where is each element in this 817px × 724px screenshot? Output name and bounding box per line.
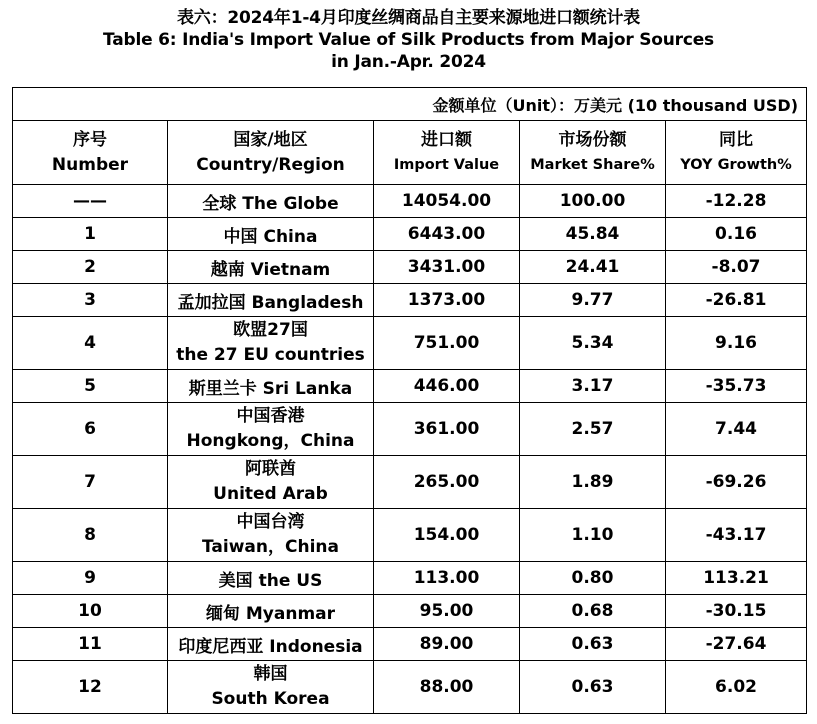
- unit-row: [13, 88, 807, 121]
- cell-yoy-growth: -12.28: [666, 185, 807, 218]
- table-row: [13, 456, 807, 509]
- cell-number: 8: [13, 509, 168, 562]
- header-yoy: [666, 121, 807, 185]
- cell-yoy-growth: -69.26: [666, 456, 807, 509]
- cell-import-value: 6443.00: [374, 218, 520, 251]
- table-row: [13, 185, 807, 218]
- cell-market-share: 24.41: [520, 251, 666, 284]
- cell-market-share: 0.63: [520, 661, 666, 714]
- cell-yoy-growth: 113.21: [666, 562, 807, 595]
- unit-label: 金额单位（Unit）：万美元 (10 thousand USD): [13, 88, 807, 121]
- cell-number: 4: [13, 317, 168, 370]
- header-share-cn: 市场份额: [558, 129, 627, 150]
- cell-import-value: 361.00: [374, 403, 520, 456]
- country-name-line: 印度尼西亚 Indonesia: [178, 636, 363, 657]
- header-import-cn: 进口额: [421, 129, 472, 150]
- import-table: [12, 87, 807, 714]
- cell-market-share: 1.10: [520, 509, 666, 562]
- cell-market-share: 100.00: [520, 185, 666, 218]
- cell-import-value: 154.00: [374, 509, 520, 562]
- country-name-line: the 27 EU countries: [176, 345, 365, 365]
- title-line-en: Table 6: India's Import Value of Silk Products from Major Sources: [103, 30, 714, 50]
- cell-market-share: 2.57: [520, 403, 666, 456]
- cell-market-share: 0.68: [520, 595, 666, 628]
- cell-country: [168, 185, 374, 218]
- header-import-en: Import Value: [393, 156, 500, 173]
- header-number-en: Number: [51, 154, 129, 175]
- header-yoy-en: YOY Growth%: [680, 156, 792, 173]
- country-name-line: South Korea: [211, 689, 330, 709]
- country-name-line: 韩国: [253, 664, 288, 684]
- cell-number: 9: [13, 562, 168, 595]
- cell-country: [168, 370, 374, 403]
- cell-number: 5: [13, 370, 168, 403]
- cell-number: 10: [13, 595, 168, 628]
- cell-import-value: 751.00: [374, 317, 520, 370]
- table-row: [13, 628, 807, 661]
- cell-number: 1: [13, 218, 168, 251]
- header-number: [13, 121, 168, 185]
- header-country-cn: 国家/地区: [233, 129, 308, 150]
- cell-import-value: 446.00: [374, 370, 520, 403]
- cell-number: ——: [13, 185, 168, 218]
- cell-market-share: 3.17: [520, 370, 666, 403]
- header-row: [13, 121, 807, 185]
- country-name-line: 阿联酋: [245, 459, 296, 479]
- cell-country: [168, 661, 374, 714]
- country-name-line: 中国香港: [236, 406, 305, 426]
- cell-country: [168, 509, 374, 562]
- cell-yoy-growth: -43.17: [666, 509, 807, 562]
- cell-yoy-growth: 9.16: [666, 317, 807, 370]
- header-country: [168, 121, 374, 185]
- cell-market-share: 9.77: [520, 284, 666, 317]
- cell-number: 2: [13, 251, 168, 284]
- cell-yoy-growth: -8.07: [666, 251, 807, 284]
- cell-country: [168, 562, 374, 595]
- cell-import-value: 265.00: [374, 456, 520, 509]
- cell-country: [168, 317, 374, 370]
- cell-yoy-growth: -35.73: [666, 370, 807, 403]
- cell-yoy-growth: 6.02: [666, 661, 807, 714]
- country-name-line: 中国台湾: [236, 512, 305, 532]
- cell-country: [168, 456, 374, 509]
- country-name-line: 美国 the US: [218, 570, 323, 591]
- table-row: [13, 509, 807, 562]
- table-row: [13, 595, 807, 628]
- cell-country: [168, 284, 374, 317]
- table-row: [13, 218, 807, 251]
- cell-country: [168, 403, 374, 456]
- cell-market-share: 0.80: [520, 562, 666, 595]
- cell-number: 7: [13, 456, 168, 509]
- cell-import-value: 1373.00: [374, 284, 520, 317]
- cell-number: 6: [13, 403, 168, 456]
- title-line-cn: 表六：2024年1-4月印度丝绸商品自主要来源地进口额统计表: [176, 8, 641, 28]
- cell-market-share: 5.34: [520, 317, 666, 370]
- cell-import-value: 3431.00: [374, 251, 520, 284]
- table-title: [0, 0, 817, 73]
- table-row: [13, 317, 807, 370]
- country-name-line: 斯里兰卡 Sri Lanka: [188, 378, 353, 399]
- cell-yoy-growth: 7.44: [666, 403, 807, 456]
- title-line-period: in Jan.-Apr. 2024: [331, 52, 486, 72]
- cell-yoy-growth: -27.64: [666, 628, 807, 661]
- cell-yoy-growth: -26.81: [666, 284, 807, 317]
- cell-yoy-growth: -30.15: [666, 595, 807, 628]
- cell-market-share: 45.84: [520, 218, 666, 251]
- header-yoy-cn: 同比: [719, 129, 754, 150]
- table-row: [13, 403, 807, 456]
- country-name-line: Hongkong，China: [186, 431, 355, 451]
- cell-country: [168, 251, 374, 284]
- table-row: [13, 251, 807, 284]
- cell-country: [168, 595, 374, 628]
- header-share-en: Market Share%: [530, 156, 655, 173]
- country-name-line: 全球 The Globe: [202, 193, 339, 214]
- cell-market-share: 1.89: [520, 456, 666, 509]
- country-name-line: United Arab: [213, 484, 328, 504]
- country-name-line: Taiwan，China: [202, 537, 339, 557]
- cell-import-value: 113.00: [374, 562, 520, 595]
- cell-import-value: 14054.00: [374, 185, 520, 218]
- cell-market-share: 0.63: [520, 628, 666, 661]
- cell-number: 3: [13, 284, 168, 317]
- country-name-line: 越南 Vietnam: [210, 259, 331, 280]
- cell-import-value: 89.00: [374, 628, 520, 661]
- cell-import-value: 95.00: [374, 595, 520, 628]
- cell-country: [168, 628, 374, 661]
- header-country-en: Country/Region: [196, 154, 345, 175]
- table-row: [13, 661, 807, 714]
- cell-import-value: 88.00: [374, 661, 520, 714]
- cell-number: 11: [13, 628, 168, 661]
- country-name-line: 缅甸 Myanmar: [205, 603, 336, 624]
- table-row: [13, 562, 807, 595]
- table-row: [13, 370, 807, 403]
- country-name-line: 中国 China: [223, 226, 318, 247]
- header-import: [374, 121, 520, 185]
- cell-yoy-growth: 0.16: [666, 218, 807, 251]
- country-name-line: 孟加拉国 Bangladesh: [177, 292, 364, 313]
- country-name-line: 欧盟27国: [233, 320, 308, 340]
- header-share: [520, 121, 666, 185]
- table-row: [13, 284, 807, 317]
- header-number-cn: 序号: [73, 129, 107, 150]
- cell-country: [168, 218, 374, 251]
- cell-number: 12: [13, 661, 168, 714]
